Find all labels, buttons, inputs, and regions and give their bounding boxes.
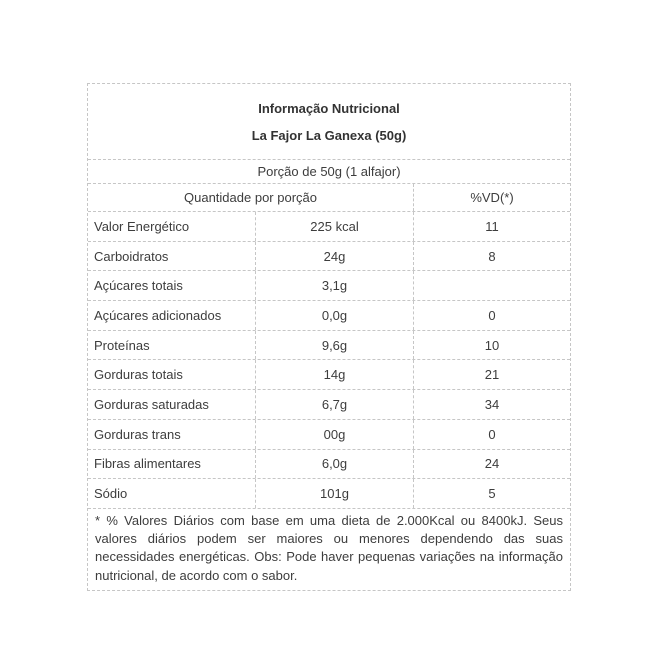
row-amount: 00g bbox=[255, 420, 413, 449]
row-amount: 3,1g bbox=[255, 271, 413, 300]
row-label: Gorduras saturadas bbox=[94, 396, 209, 412]
table-row bbox=[88, 242, 570, 272]
row-amount: 101g bbox=[255, 479, 413, 508]
row-label: Carboidratos bbox=[94, 248, 169, 264]
footnote: * % Valores Diários com base em uma dieta de 2.000Kcal ou 8400kJ. Seus valores diários podem ser maiores ou menores dependendo das suas necessidades energéticas. Obs: Pode haver pequenas variações na informação nutricional, de acordo com o sabor. bbox=[95, 512, 563, 583]
table-row bbox=[88, 212, 570, 242]
row-label: Açúcares adicionados bbox=[94, 307, 222, 323]
row-amount: 6,0g bbox=[255, 450, 413, 479]
row-dv: 0 bbox=[413, 301, 570, 330]
row-label: Fibras alimentares bbox=[94, 456, 201, 472]
table-row bbox=[88, 420, 570, 450]
table-row bbox=[88, 390, 570, 420]
table-row bbox=[88, 271, 570, 301]
row-amount: 6,7g bbox=[255, 390, 413, 419]
column-header-quantity: Quantidade por porção bbox=[184, 190, 317, 205]
row-amount: 14g bbox=[255, 360, 413, 389]
row-label: Sódio bbox=[94, 486, 128, 502]
row-dv: 0 bbox=[413, 420, 570, 449]
table-row bbox=[88, 450, 570, 480]
row-dv: 8 bbox=[413, 242, 570, 271]
row-label: Valor Energético bbox=[94, 218, 190, 234]
row-dv bbox=[413, 271, 570, 300]
row-dv: 5 bbox=[413, 479, 570, 508]
row-dv: 21 bbox=[413, 360, 570, 389]
product-name: La Fajor La Ganexa (50g) bbox=[251, 127, 407, 143]
row-dv: 10 bbox=[413, 331, 570, 360]
row-label: Gorduras trans bbox=[94, 426, 181, 442]
row-dv: 34 bbox=[413, 390, 570, 419]
row-dv: 11 bbox=[413, 212, 570, 241]
row-amount: 9,6g bbox=[255, 331, 413, 360]
row-label: Gorduras totais bbox=[94, 367, 183, 383]
table-header bbox=[88, 84, 570, 160]
table-row bbox=[88, 479, 570, 509]
row-label: Açúcares totais bbox=[94, 278, 183, 294]
column-header-row bbox=[88, 184, 570, 212]
serving-size: Porção de 50g (1 alfajor) bbox=[88, 160, 570, 184]
row-amount: 24g bbox=[255, 242, 413, 271]
column-header-daily-value: %VD(*) bbox=[413, 184, 570, 211]
row-amount: 0,0g bbox=[255, 301, 413, 330]
row-label: Proteínas bbox=[94, 337, 150, 353]
row-dv: 24 bbox=[413, 450, 570, 479]
table-title: Informação Nutricional bbox=[258, 100, 400, 116]
nutrition-facts-table bbox=[87, 83, 571, 591]
table-row bbox=[88, 360, 570, 390]
table-row bbox=[88, 331, 570, 361]
data-rows bbox=[88, 212, 570, 509]
table-row bbox=[88, 301, 570, 331]
row-amount: 225 kcal bbox=[255, 212, 413, 241]
